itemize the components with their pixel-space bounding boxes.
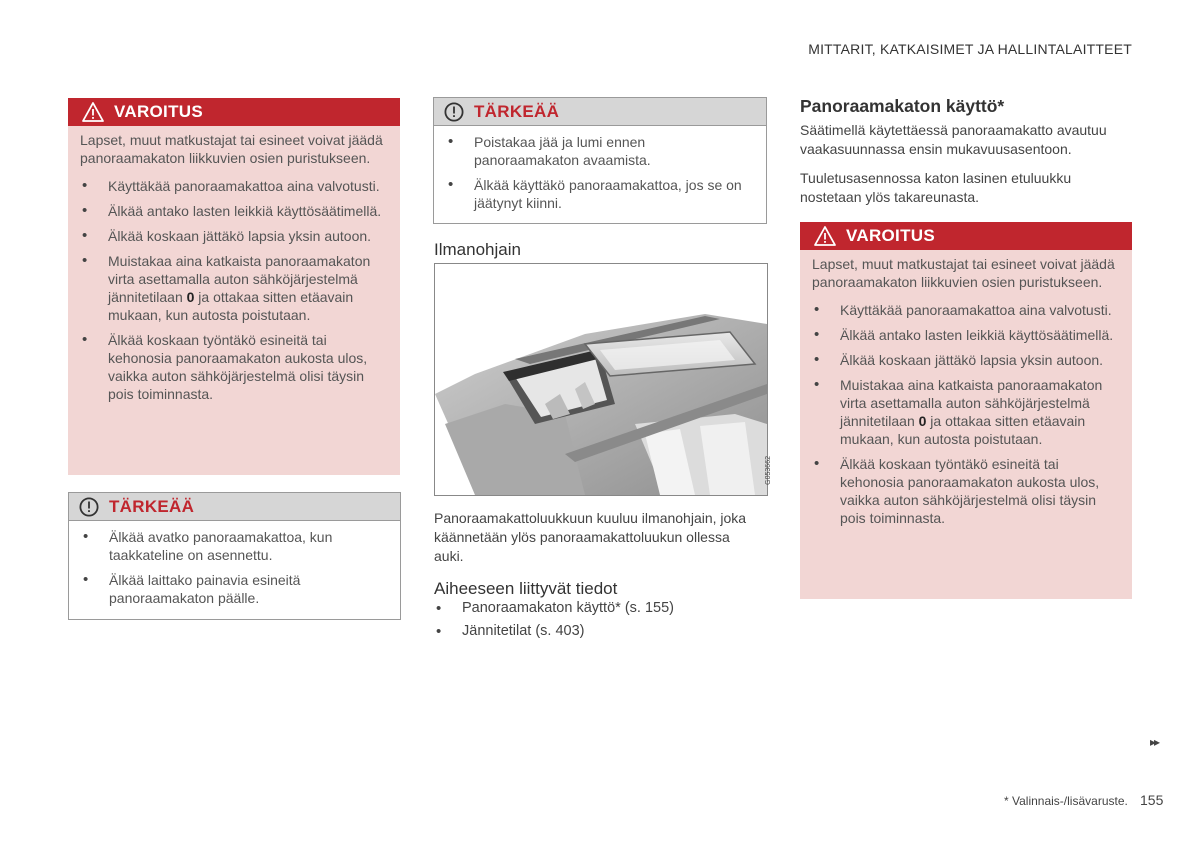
- warning-item: [80, 252, 386, 324]
- warning-item: • Käyttäkää panoraamakattoa aina valvotusti.: [812, 301, 1118, 319]
- optional-equipment-note: * Valinnais-/lisävaruste.: [1004, 794, 1128, 808]
- important-label: TÄRKEÄÄ: [109, 496, 195, 516]
- exclamation-circle-icon: [79, 497, 99, 517]
- warning-triangle-icon: [814, 226, 836, 246]
- warning-item: [812, 376, 1118, 448]
- warning-triangle-icon: [82, 102, 104, 122]
- warning-item: • Älkää antako lasten leikkiä käyttösäätimellä.: [80, 202, 386, 220]
- image-code: G053662: [765, 456, 772, 485]
- wind-deflector-heading: Ilmanohjain: [434, 240, 521, 259]
- warning-label: VAROITUS: [846, 226, 935, 245]
- related-link[interactable]: • Jännitetilat (s. 403): [434, 623, 764, 639]
- important-header: [434, 98, 766, 126]
- related-link[interactable]: • Panoraamakaton käyttö* (s. 155): [434, 600, 764, 616]
- warning-item-text: ja ottakaa sitten etäavain mukaan, kun autosta poistutaan.: [840, 413, 1086, 447]
- warning-item: • Älkää koskaan jättäkö lapsia yksin autoon.: [80, 227, 386, 245]
- warning-item: • Älkää koskaan työntäkö esineitä tai kehonosia panoraamakaton aukosta ulos, vaikka auton sähköjärjestelmä olisi täysin pois toiminnasta.: [812, 455, 1118, 527]
- car-roof-drawing: [435, 264, 767, 495]
- important-header: [69, 493, 400, 521]
- warning-header: [800, 222, 1132, 250]
- warning-label: VAROITUS: [114, 102, 203, 121]
- exclamation-circle-icon: [444, 102, 464, 122]
- continue-arrows-icon[interactable]: ▸▸: [1150, 735, 1159, 749]
- voltage-level-zero: 0: [918, 413, 927, 429]
- important-item: • Poistakaa jää ja lumi ennen panoraamakaton avaamista.: [446, 133, 752, 169]
- important-box: [433, 97, 767, 224]
- important-item: • Älkää avatko panoraamakattoa, kun taakkateline on asennettu.: [81, 528, 386, 564]
- sunroof-usage-para-2: Tuuletusasennossa katon lasinen etuluukku nostetaan ylös takareunasta.: [800, 170, 1072, 205]
- related-heading: Aiheeseen liittyvät tiedot: [434, 579, 618, 598]
- sunroof-illustration: [434, 263, 772, 496]
- important-label: TÄRKEÄÄ: [474, 101, 560, 121]
- warning-item-text: Muistakaa aina katkaista panoraamakaton virta asettamalla auton sähköjärjestelmä jännitetilaan: [840, 377, 1103, 429]
- warning-item-text: Muistakaa aina katkaista panoraamakaton virta asettamalla auton sähköjärjestelmä jännitetilaan: [108, 253, 371, 305]
- important-box: [68, 492, 401, 620]
- warning-header: [68, 98, 400, 126]
- warning-item: • Älkää antako lasten leikkiä käyttösäätimellä.: [812, 326, 1118, 344]
- section-title: MITTARIT, KATKAISIMET JA HALLINTALAITTEET: [808, 41, 1132, 57]
- warning-intro: Lapset, muut matkustajat tai esineet voivat jäädä panoraamakaton liikkuvien osien puristukseen.: [80, 132, 383, 166]
- sunroof-usage-para-1: Säätimellä käytettäessä panoraamakatto avautuu vaakasuunnassa ensin mukavuusasentoon.: [800, 122, 1107, 157]
- wind-deflector-caption: Panoraamakattoluukkuun kuuluu ilmanohjain, joka käännetään ylös panoraamakattoluukun ollessa auki.: [434, 510, 747, 564]
- warning-box: [68, 98, 400, 475]
- warning-item: • Älkää koskaan jättäkö lapsia yksin autoon.: [812, 351, 1118, 369]
- important-item: • Älkää laittako painavia esineitä panoraamakaton päälle.: [81, 571, 386, 607]
- page-number: 155: [1140, 792, 1164, 808]
- important-item: • Älkää käyttäkö panoraamakattoa, jos se on jäätynyt kiinni.: [446, 176, 752, 212]
- warning-item: • Älkää koskaan työntäkö esineitä tai kehonosia panoraamakaton aukosta ulos, vaikka auton sähköjärjestelmä olisi täysin pois toiminnasta.: [80, 331, 386, 403]
- voltage-level-zero: 0: [186, 289, 195, 305]
- related-links: [434, 600, 764, 639]
- warning-item-text: ja ottakaa sitten etäavain mukaan, kun autosta poistutaan.: [108, 289, 354, 323]
- warning-item: • Käyttäkää panoraamakattoa aina valvotusti.: [80, 177, 386, 195]
- warning-box: [800, 222, 1132, 599]
- sunroof-usage-heading: Panoraamakaton käyttö*: [800, 96, 1005, 116]
- warning-intro: Lapset, muut matkustajat tai esineet voivat jäädä panoraamakaton liikkuvien osien puristukseen.: [812, 256, 1115, 290]
